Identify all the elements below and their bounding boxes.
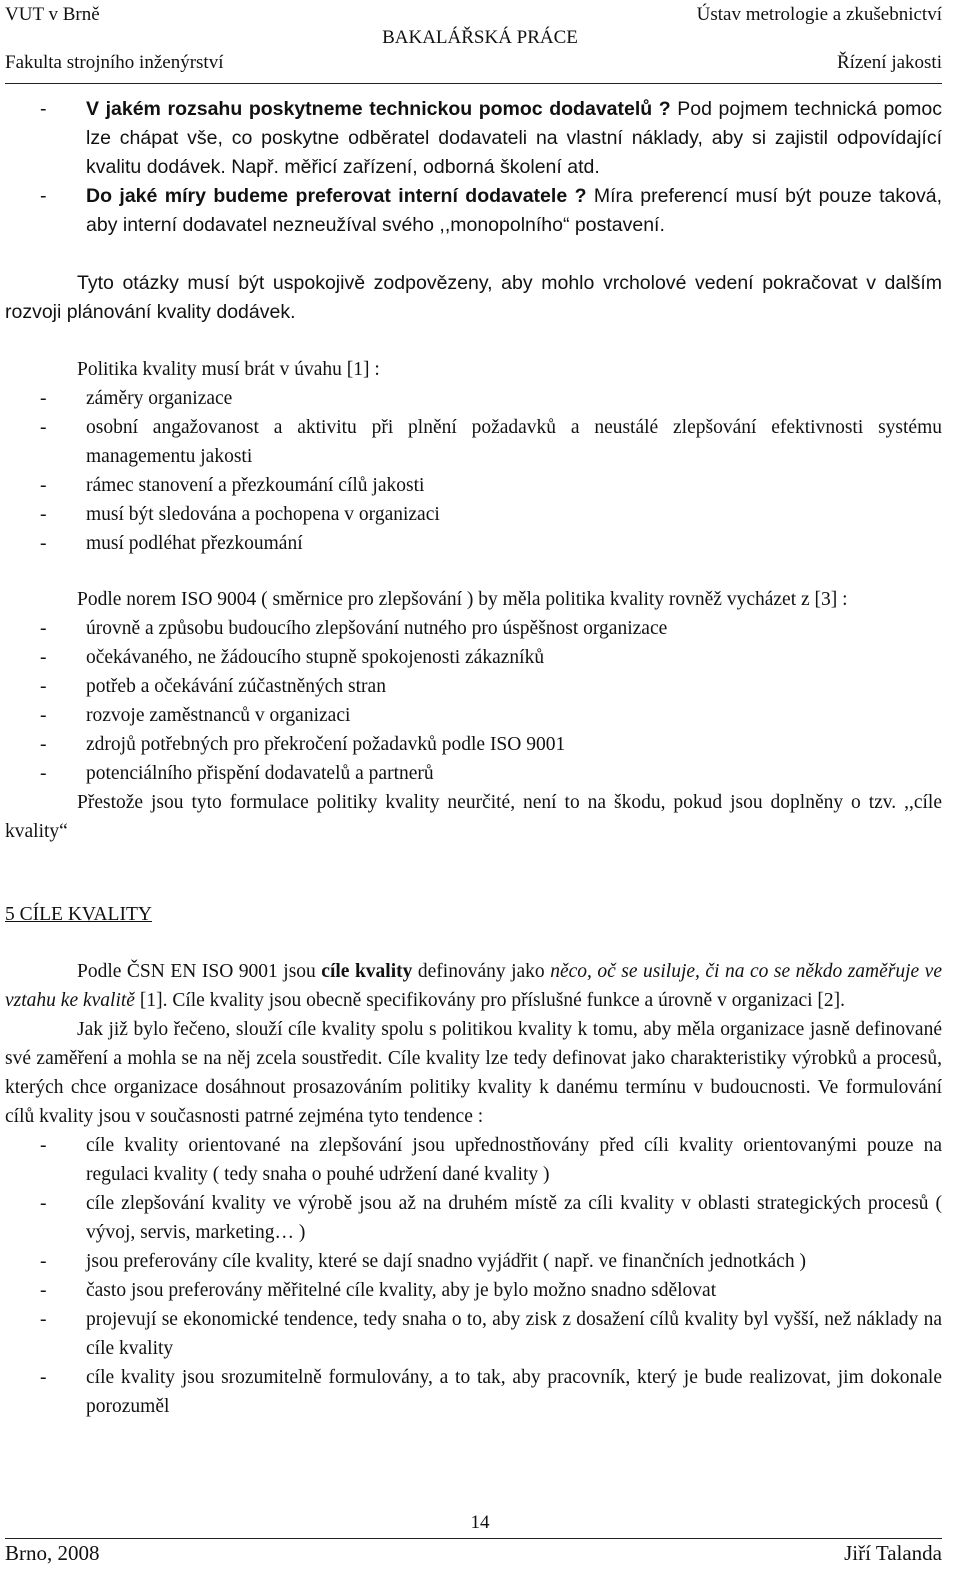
footer-author: Jiří Talanda bbox=[844, 1541, 942, 1565]
list-item: - cíle kvality orientované na zlepšování jsou upřednostňovány před cíli kvality orientovanými pouze na regulaci kvality ( tedy snaha o pouhé udržení dané kvality ) bbox=[40, 1135, 942, 1185]
question-bold: V jakém rozsahu poskytneme technickou pomoc dodavatelů ? bbox=[86, 98, 671, 120]
paragraph: Politika kvality musí brát v úvahu [1] : bbox=[77, 359, 380, 380]
list-item: - osobní angažovanost a aktivitu při plnění požadavků a neustálé zlepšování efektivnosti systému managementu jakosti bbox=[40, 417, 942, 467]
footer-rule bbox=[5, 1538, 942, 1539]
paragraph: Podle ČSN EN ISO 9001 jsou cíle kvality definovány jako něco, oč se usiluje, či na co se někdo zaměřuje ve vztahu ke kvalitě [1]. Cíle kvality jsou obecně specifikovány pro příslušné funkce a úrovně v organizaci [2]. bbox=[5, 961, 942, 1011]
bold-term: cíle kvality bbox=[321, 961, 413, 982]
list-item: - jsou preferovány cíle kvality, které se dají snadno vyjádřit ( např. ve finančních jednotkách ) bbox=[40, 1251, 806, 1272]
list-item: - potenciálního přispění dodavatelů a partnerů bbox=[40, 763, 434, 784]
list-item: - potřeb a očekávání zúčastněných stran bbox=[40, 676, 386, 697]
question-bold: Do jaké míry budeme preferovat interní dodavatele ? bbox=[86, 185, 587, 207]
paragraph: Přestože jsou tyto formulace politiky kvality neurčité, není to na škodu, pokud jsou doplněny o tzv. ,,cíle kvality“ bbox=[5, 792, 942, 842]
header-faculty: Fakulta strojního inženýrství bbox=[5, 52, 224, 73]
header-institute: Ústav metrologie a zkušebnictví bbox=[696, 4, 942, 25]
list-item: - cíle kvality jsou srozumitelně formulovány, a to tak, aby pracovník, který je bude realizovat, jim dokonale porozuměl bbox=[40, 1367, 942, 1417]
list-item: - rozvoje zaměstnanců v organizaci bbox=[40, 705, 351, 726]
question-text: Pod pojmem technická pomoc lze chápat vše, co poskytne odběratel dodavateli na vlastní náklady, aby si zajistil odpovídající kvalitu dodávek. Např. měřicí zařízení, odborná školení atd. bbox=[86, 98, 942, 178]
section-body bbox=[5, 957, 942, 1421]
questions-list bbox=[5, 95, 942, 240]
section-heading: 5 CÍLE KVALITY bbox=[5, 904, 152, 925]
footer-place-date: Brno, 2008 bbox=[5, 1541, 100, 1565]
question-text: Míra preferencí musí být pouze taková, aby interní dodavatel nezneužíval svého ,,monopolního“ postavení. bbox=[86, 185, 942, 236]
list-item: - očekávaného, ne žádoucího stupně spokojenosti zákazníků bbox=[40, 647, 545, 668]
list-item: - V jakém rozsahu poskytneme technickou pomoc dodavatelů ? Pod pojmem technická pomoc lze chápat vše, co poskytne odběratel dodavateli na vlastní náklady, aby si zajistil odpovídající kvalitu dodávek. Např. měřicí zařízení, odborná školení atd. bbox=[40, 98, 942, 178]
list-item: - Do jaké míry budeme preferovat interní dodavatele ? Míra preferencí musí být pouze taková, aby interní dodavatel nezneužíval svého ,,monopolního“ postavení. bbox=[40, 185, 942, 236]
list-item: - musí být sledována a pochopena v organizaci bbox=[40, 504, 440, 525]
list-item: - musí podléhat přezkoumání bbox=[40, 533, 303, 554]
header-rule bbox=[5, 83, 942, 84]
italic-definition: něco, oč se usiluje, či na co se někdo zaměřuje ve vztahu ke kvalitě bbox=[5, 961, 942, 1011]
header-thesis-type: BAKALÁŘSKÁ PRÁCE bbox=[382, 27, 578, 48]
paragraph: Podle norem ISO 9004 ( směrnice pro zlepšování ) by měla politika kvality rovněž vycházet z [3] : bbox=[77, 589, 848, 610]
header-school: VUT v Brně bbox=[5, 4, 100, 25]
list-item: - rámec stanovení a přezkoumání cílů jakosti bbox=[40, 475, 425, 496]
header-subject: Řízení jakosti bbox=[836, 52, 942, 73]
list-item: - úrovně a způsobu budoucího zlepšování nutného pro úspěšnost organizace bbox=[40, 618, 668, 639]
paragraph: Tyto otázky musí být uspokojivě zodpovězeny, aby mohlo vrcholové vedení pokračovat v dalším rozvoji plánování kvality dodávek. bbox=[5, 272, 942, 323]
iso9004-section bbox=[5, 585, 942, 846]
page-number: 14 bbox=[470, 1512, 490, 1533]
paragraph: Jak již bylo řečeno, slouží cíle kvality spolu s politikou kvality k tomu, aby měla organizace jasně definované své zaměření a mohla se na něj zcela soustředit. Cíle kvality lze tedy definovat jako charakteristiky výrobků a procesů, kterých chce organizace dosáhnout prosazováním politiky kvality k danému termínu v budoucnosti. Ve formulování cílů kvality jsou v současnosti patrné zejména tyto tendence : bbox=[5, 1019, 942, 1127]
politika-section bbox=[5, 355, 942, 558]
list-item: - záměry organizace bbox=[40, 388, 233, 409]
list-item: - zdrojů potřebných pro překročení požadavků podle ISO 9001 bbox=[40, 734, 566, 755]
list-item: - cíle zlepšování kvality ve výrobě jsou až na druhém místě za cíli kvality v oblasti strategických procesů ( vývoj, servis, marketing… ) bbox=[40, 1193, 942, 1243]
list-item: - projevují se ekonomické tendence, tedy snaha o to, aby zisk z dosažení cílů kvality byl vyšší, než náklady na cíle kvality bbox=[40, 1309, 942, 1359]
list-item: - často jsou preferovány měřitelné cíle kvality, aby je bylo možno snadno sdělovat bbox=[40, 1280, 717, 1301]
